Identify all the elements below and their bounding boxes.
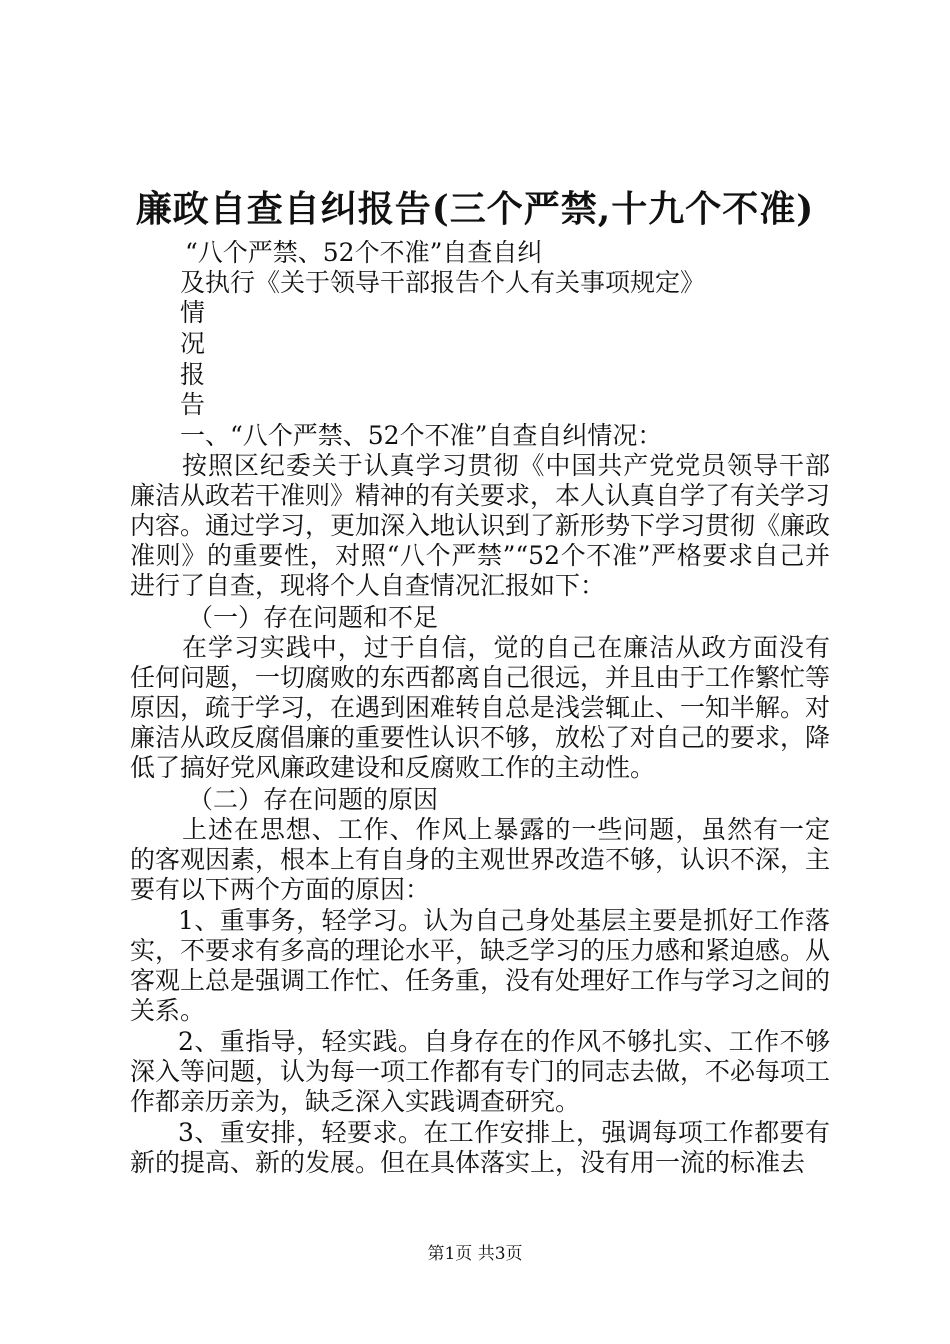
document-title: 廉政自查自纠报告(三个严禁,十九个不准) bbox=[135, 188, 815, 230]
heading-char-qing: 情 bbox=[180, 298, 206, 327]
heading-line-2: 及执行《关于领导干部报告个人有关事项规定》 bbox=[180, 268, 706, 297]
paragraph-3: 上述在思想、工作、作风上暴露的一些问题，虽然有一定的客观因素，根本上有自身的主观世界改造不够，认识不深，主要有以下两个方面的原因： bbox=[130, 815, 831, 904]
page-number-footer: 第1页 共3页 bbox=[427, 1244, 523, 1264]
paragraph-1: 按照区纪委关于认真学习贯彻《中国共产党党员领导干部廉洁从政若干准则》精神的有关要求，本人认真自学了有关学习内容。通过学习，更加深入地认识到了新形势下学习贯彻《廉政准则》的重要性，对照“八个严禁”“52个不准”严格要求自己并进行了自查，现将个人自查情况汇报如下： bbox=[130, 451, 831, 600]
heading-char-gao: 告 bbox=[180, 390, 206, 419]
subheading-1: （一）存在问题和不足 bbox=[188, 603, 439, 632]
paragraph-2: 在学习实践中，过于自信，觉的自己在廉洁从政方面没有任何问题，一切腐败的东西都离自己很远，并且由于工作繁忙等原因，疏于学习，在遇到困难转自总是浅尝辄止、一知半解。对廉洁从政反腐倡廉的重要性认识不够，放松了对自己的要求，降低了搞好党风廉政建设和反腐败工作的主动性。 bbox=[130, 633, 831, 782]
subheading-2: （二）存在问题的原因 bbox=[188, 785, 439, 814]
paragraph-4: 1、重事务，轻学习。认为自己身处基层主要是抓好工作落实，不要求有多高的理论水平，缺乏学习的压力感和紧迫感。从客观上总是强调工作忙、任务重，没有处理好工作与学习之间的关系。 bbox=[130, 906, 831, 1025]
heading-char-kuang: 况 bbox=[180, 329, 206, 358]
heading-char-bao: 报 bbox=[180, 360, 206, 389]
paragraph-5: 2、重指导，轻实践。自身存在的作风不够扎实、工作不够深入等问题，认为每一项工作都有专门的同志去做，不必每项工作都亲历亲为，缺乏深入实践调查研究。 bbox=[130, 1027, 831, 1116]
heading-line-1: “八个严禁、52个不准”自查自纠 bbox=[185, 238, 543, 267]
section-heading-1: 一、“八个严禁、52个不准”自查自纠情况： bbox=[180, 421, 663, 450]
paragraph-6: 3、重安排，轻要求。在工作安排上，强调每项工作都要有新的提高、新的发展。但在具体落实上，没有用一流的标准去 bbox=[130, 1118, 830, 1177]
